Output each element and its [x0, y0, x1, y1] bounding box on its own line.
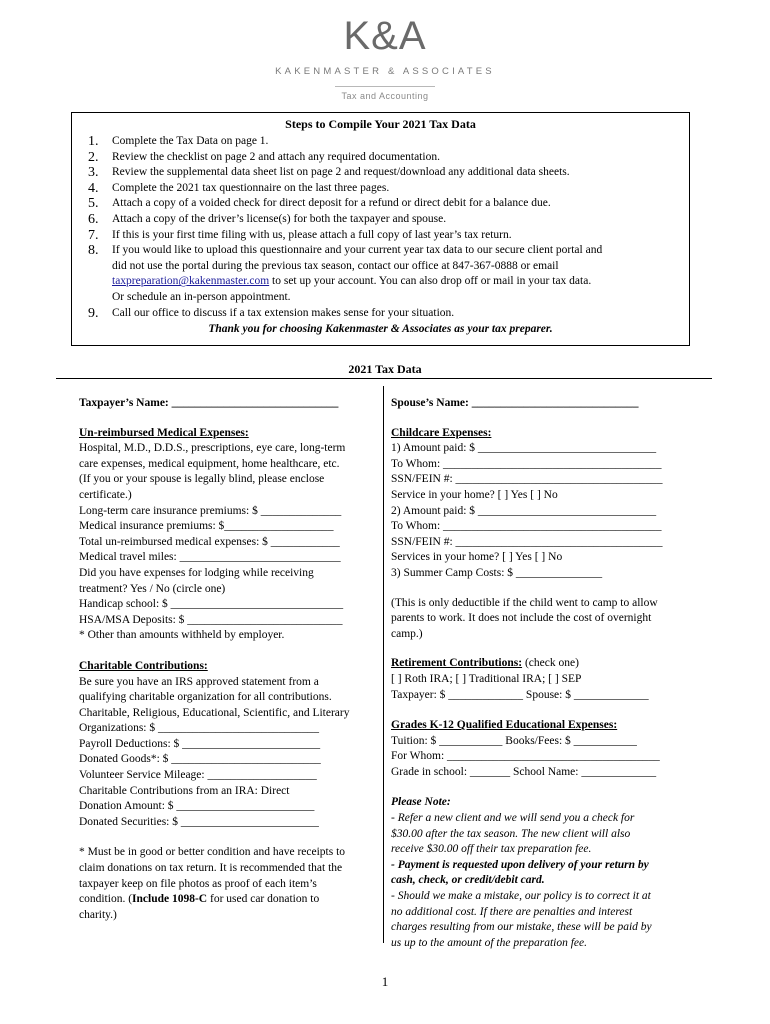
handicap-school-field[interactable]: Handicap school: $ ______________________________	[79, 598, 344, 611]
left-column	[79, 396, 377, 923]
logo-divider	[335, 86, 435, 87]
childcare-home-checkbox[interactable]: Service in your home? [ ] Yes [ ] No	[391, 488, 558, 501]
medical-line: (If you or your spouse is legally blind, please enclose	[79, 473, 325, 486]
charitable-note-line: taxpayer keep on file photos as proof of each item’s	[79, 877, 317, 890]
childcare-note-line: camp.)	[391, 627, 423, 640]
spacer	[79, 412, 377, 426]
volunteer-mileage-field[interactable]: Volunteer Service Mileage: ___________________	[79, 769, 317, 782]
step-text: If you would like to upload this questionnaire and your current year tax data to our secure client portal and	[112, 244, 603, 257]
note-line: cash, check, or credit/debit card.	[391, 874, 545, 887]
step-item	[72, 134, 689, 150]
medical-miles-field[interactable]: Medical travel miles: ____________________________	[79, 551, 341, 564]
spacer	[391, 642, 691, 656]
right-column	[391, 396, 691, 951]
payroll-deductions-field[interactable]: Payroll Deductions: $ ________________________	[79, 737, 321, 750]
retirement-heading-line	[391, 656, 691, 672]
childcare-note-line: parents to work. It does not include the cost of overnight	[391, 612, 652, 625]
spacer	[79, 830, 377, 845]
logo-firm-name: KAKENMASTER & ASSOCIATES	[275, 66, 495, 77]
note-line: $30.00 after the tax season. The new client will also	[391, 827, 631, 840]
step-item	[72, 165, 689, 181]
steps-list	[72, 134, 689, 321]
step-text: If this is your first time filing with us, please attach a full copy of last year’s tax return.	[112, 228, 512, 241]
charitable-line: Charitable, Religious, Educational, Scientific, and Literary	[79, 706, 350, 719]
step-item	[72, 228, 689, 244]
medical-line: care expenses, medical equipment, home healthcare, etc.	[79, 457, 340, 470]
step-text: Review the checklist on page 2 and attach any required documentation.	[112, 150, 440, 163]
note-line: receive $30.00 off their tax preparation fee.	[391, 843, 592, 856]
organizations-field[interactable]: Organizations: $ ____________________________	[79, 722, 319, 735]
childcare-amount-field[interactable]: 1) Amount paid: $ _______________________________	[391, 442, 657, 455]
retirement-heading: Retirement Contributions:	[391, 657, 523, 670]
step-text: Complete the Tax Data on page 1.	[112, 135, 269, 147]
childcare-to-whom-field[interactable]: To Whom: ______________________________________	[391, 457, 662, 470]
step-item	[72, 150, 689, 166]
step-text: Review the supplemental data sheet list on page 2 and request/download any additional data sheets.	[112, 166, 570, 179]
note-line: - Should we make a mistake, our policy is to correct it at	[391, 890, 651, 903]
medical-line: Hospital, M.D., D.D.S., prescriptions, eye care, long-term	[79, 442, 346, 455]
childcare-ssn-field[interactable]: SSN/FEIN #: ____________________________________	[391, 535, 663, 548]
logo-mark: K&A	[343, 14, 427, 58]
step-item	[72, 196, 689, 212]
summer-camp-field[interactable]: 3) Summer Camp Costs: $ _______________	[391, 566, 603, 579]
childcare-amount-field[interactable]: 2) Amount paid: $ _______________________________	[391, 504, 657, 517]
note-line: us up to the amount of the preparation fee.	[391, 936, 588, 949]
note-line: no additional cost. If there are penalties and interest	[391, 905, 633, 918]
total-medical-field[interactable]: Total un-reimbursed medical expenses: $ ____________	[79, 535, 340, 548]
step-text: did not use the portal during the previous tax season, contact our office at 847-367-0888 or email	[112, 259, 559, 272]
education-heading: Grades K-12 Qualified Educational Expenses:	[391, 719, 618, 732]
step-number: 2.	[88, 149, 99, 165]
childcare-heading: Childcare Expenses:	[391, 426, 492, 439]
note-bold-text: Include 1098-C	[132, 893, 208, 906]
retirement-heading-suffix: (check one)	[522, 657, 579, 670]
lodging-question: Did you have expenses for lodging while receiving	[79, 566, 314, 579]
step-number: 9.	[88, 305, 99, 321]
email-link[interactable]: taxpreparation@kakenmaster.com	[112, 275, 270, 288]
step-number: 7.	[88, 227, 99, 243]
medical-expenses-heading: Un-reimbursed Medical Expenses:	[79, 426, 249, 439]
step-number: 4.	[88, 180, 99, 196]
step-number: 3.	[88, 165, 99, 181]
spacer	[391, 780, 691, 795]
childcare-ssn-field[interactable]: SSN/FEIN #: ____________________________________	[391, 473, 663, 486]
column-divider	[383, 386, 384, 943]
charitable-note-line: charity.)	[79, 908, 117, 921]
page-number: 1	[381, 974, 389, 989]
charitable-heading: Charitable Contributions:	[79, 659, 208, 672]
spouse-name-field[interactable]: Spouse’s Name: _____________________________	[391, 397, 639, 409]
section-title: 2021 Tax Data	[348, 362, 422, 376]
note-line: - Payment is requested upon delivery of your return by	[391, 858, 649, 871]
thank-you-note: Thank you for choosing Kakenmaster & Associates as your tax preparer.	[208, 323, 553, 336]
step-item	[72, 212, 689, 228]
tuition-field[interactable]: Tuition: $ ___________ Books/Fees: $ ___________	[391, 734, 637, 747]
step-text: Call our office to discuss if a tax extension makes sense for your situation.	[112, 306, 455, 319]
step-item	[72, 181, 689, 197]
step-text: Complete the 2021 tax questionnaire on the last three pages.	[112, 181, 390, 194]
section-divider	[56, 378, 712, 379]
note-text: condition. (	[79, 893, 133, 906]
logo-tagline: Tax and Accounting	[341, 91, 429, 101]
step-text	[112, 274, 689, 290]
charitable-note-line: * Must be in good or better condition and have receipts to	[79, 846, 346, 859]
note-line: charges resulting from our mistake, these will be paid by	[391, 921, 652, 934]
step-item	[72, 306, 689, 322]
long-term-care-field[interactable]: Long-term care insurance premiums: $ ______________	[79, 504, 342, 517]
step-number: 8.	[88, 243, 99, 259]
please-note-heading: Please Note:	[391, 796, 451, 809]
steps-title: Steps to Compile Your 2021 Tax Data	[285, 117, 476, 131]
charitable-line: Charitable Contributions from an IRA: Direct	[79, 784, 290, 797]
note-line: - Refer a new client and we will send you a check for	[391, 812, 635, 825]
steps-box	[71, 112, 690, 346]
spacer	[79, 644, 377, 659]
step-number: 5.	[88, 196, 99, 212]
retirement-amounts-field[interactable]: Taxpayer: $ _____________ Spouse: $ _____________	[391, 688, 649, 701]
childcare-to-whom-field[interactable]: To Whom: ______________________________________	[391, 520, 662, 533]
step-text-rest: to set up your account. You can also drop off or mail in your tax data.	[269, 275, 592, 288]
medical-line: certificate.)	[79, 488, 132, 501]
retirement-type-checkboxes[interactable]: [ ] Roth IRA; [ ] Traditional IRA; [ ] SEP	[391, 672, 582, 685]
lodging-answer[interactable]: treatment? Yes / No (circle one)	[79, 582, 226, 595]
donated-securities-field[interactable]: Donated Securities: $ ________________________	[79, 815, 319, 828]
company-logo	[272, 14, 498, 101]
ira-donation-field[interactable]: Donation Amount: $ ________________________	[79, 800, 315, 813]
step-text: Attach a copy of a voided check for direct deposit for a refund or direct debit for a balance due.	[112, 197, 551, 210]
childcare-note-line: (This is only deductible if the child went to camp to allow	[391, 596, 658, 609]
note-text: for used car donation to	[207, 893, 320, 906]
charitable-line: Be sure you have an IRS approved statement from a	[79, 675, 319, 688]
spacer	[391, 412, 691, 426]
childcare-home-checkbox[interactable]: Services in your home? [ ] Yes [ ] No	[391, 551, 563, 564]
spacer	[391, 582, 691, 596]
donated-goods-field[interactable]: Donated Goods*: $ __________________________	[79, 753, 321, 766]
hsa-deposits-field[interactable]: HSA/MSA Deposits: $ ___________________________	[79, 613, 343, 626]
step-text: Attach a copy of the driver’s license(s) for both the taxpayer and spouse.	[112, 212, 447, 225]
charitable-line: qualifying charitable organization for all contributions.	[79, 691, 332, 704]
charitable-note-line	[79, 892, 377, 908]
education-for-whom-field[interactable]: For Whom: _____________________________________	[391, 750, 660, 763]
taxpayer-name-field[interactable]: Taxpayer’s Name: _____________________________	[79, 397, 339, 409]
medical-insurance-field[interactable]: Medical insurance premiums: $___________________	[79, 520, 334, 533]
step-item-portal	[72, 243, 689, 305]
spacer	[391, 703, 691, 718]
medical-footnote: * Other than amounts withheld by employer.	[79, 629, 285, 642]
step-number: 1.	[88, 134, 99, 149]
charitable-note-line: claim donations on tax return. It is recommended that the	[79, 862, 343, 875]
step-number: 6.	[88, 211, 99, 227]
step-text: Or schedule an in-person appointment.	[112, 290, 291, 303]
grade-school-field[interactable]: Grade in school: _______ School Name: _____________	[391, 765, 657, 778]
